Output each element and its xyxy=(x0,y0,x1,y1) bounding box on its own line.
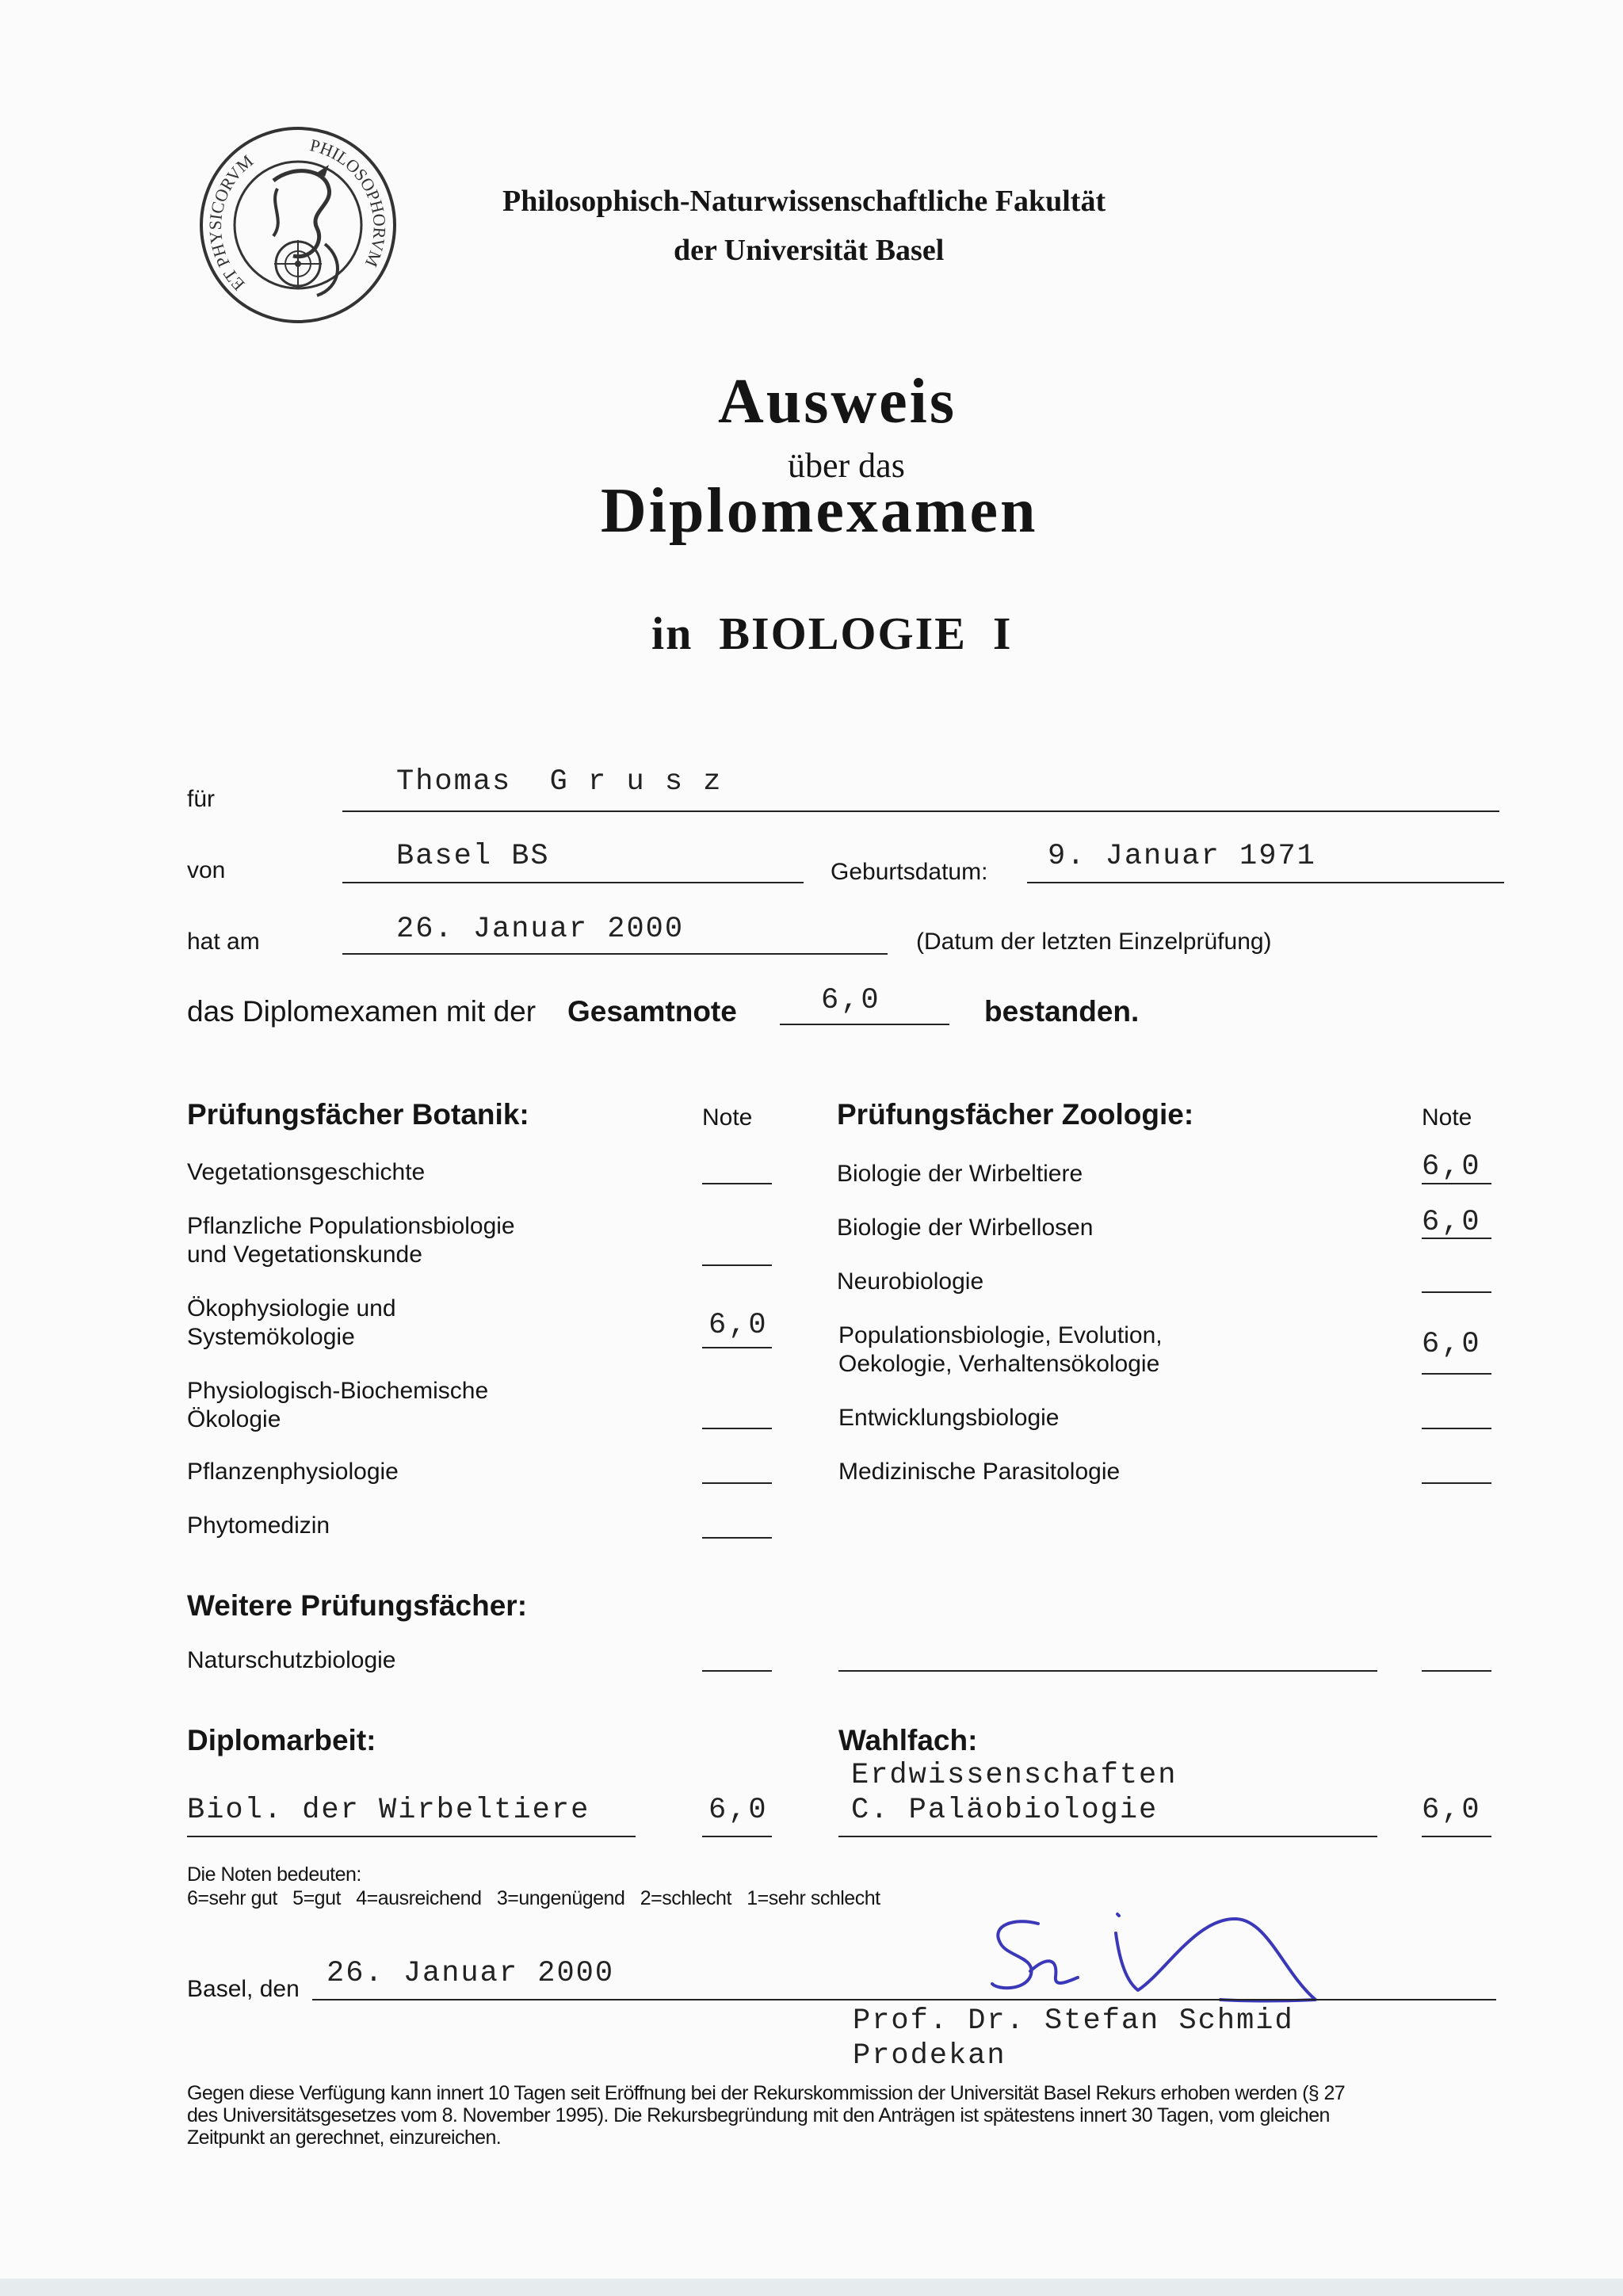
zoologie-grade-line xyxy=(1422,1238,1491,1239)
botanik-subject: Physiologisch-Biochemische Ökologie xyxy=(187,1378,489,1432)
diplomarbeit-grade: 6,0 xyxy=(708,1794,769,1827)
weitere-extra-line xyxy=(838,1670,1377,1672)
wahlfach-line-1: Erdwissenschaften xyxy=(851,1759,1178,1792)
zoologie-header: Prüfungsfächer Zoologie: xyxy=(837,1098,1194,1131)
result-prefix: das Diplomexamen mit der xyxy=(187,995,537,1028)
bottom-edge xyxy=(0,2279,1623,2296)
legal-note-line-3: Zeitpunkt an gerechnet, einzureichen. xyxy=(187,2126,502,2149)
exam-date-value: 26. Januar 2000 xyxy=(396,913,685,946)
candidate-name: Thomas G r u s z xyxy=(396,765,723,799)
legal-note-line-1: Gegen diese Verfügung kann innert 10 Tagen seit Eröffnung bei der Rekurskommission der Universität Basel Rekurs erhoben werden (§ 27 xyxy=(187,2082,1346,2104)
place-date-value: 26. Januar 2000 xyxy=(327,1957,615,1990)
zoologie-subject: Biologie der Wirbeltiere xyxy=(837,1161,1083,1187)
signature xyxy=(983,1901,1331,2012)
zoologie-grade: 6,0 xyxy=(1422,1328,1482,1361)
exam-date-line xyxy=(342,953,888,955)
title-diplomexamen: Diplomexamen xyxy=(601,476,1038,546)
name-line xyxy=(342,810,1499,812)
diplomarbeit-topic-line xyxy=(187,1836,636,1837)
result-suffix: bestanden. xyxy=(984,995,1140,1028)
birth-date-label: Geburtsdatum: xyxy=(831,859,988,885)
wahlfach-line-2: C. Paläobiologie xyxy=(851,1794,1159,1827)
botanik-subject: Pflanzenphysiologie xyxy=(187,1459,399,1485)
zoologie-grade: 6,0 xyxy=(1422,1150,1482,1184)
seal-text-left: ET PHYSICORVM xyxy=(204,151,258,295)
zoologie-grade-line xyxy=(1422,1373,1491,1375)
zoologie-subject: Neurobiologie xyxy=(837,1268,984,1295)
wahlfach-header: Wahlfach: xyxy=(838,1724,978,1756)
zoologie-note-header: Note xyxy=(1422,1104,1472,1131)
botanik-subject: Pflanzliche Populationsbiologie und Vegetationskunde xyxy=(187,1213,515,1268)
zoologie-subject: Medizinische Parasitologie xyxy=(838,1459,1121,1485)
origin-line xyxy=(342,882,804,883)
grade-legend-scale: 6=sehr gut 5=gut 4=ausreichend 3=ungenügend 2=schlecht 1=sehr schlecht xyxy=(187,1887,880,1909)
weitere-header: Weitere Prüfungsfächer: xyxy=(187,1589,528,1622)
faculty-line-1: Philosophisch-Naturwissenschaftliche Fakultät xyxy=(502,185,1106,218)
zoologie-subject: Entwicklungsbiologie xyxy=(838,1405,1060,1431)
origin-value: Basel BS xyxy=(396,840,550,873)
wahlfach-grade: 6,0 xyxy=(1422,1794,1482,1827)
title-ueber-das: über das xyxy=(788,446,905,485)
botanik-grade-line xyxy=(702,1347,772,1348)
university-seal xyxy=(198,125,398,325)
title-subject: in BIOLOGIE I xyxy=(651,608,1013,659)
signatory-role: Prodekan xyxy=(853,2039,1006,2073)
faculty-line-2: der Universität Basel xyxy=(674,234,945,267)
botanik-subject: Vegetationsgeschichte xyxy=(187,1159,426,1185)
botanik-subject: Ökophysiologie und Systemökologie xyxy=(187,1295,396,1350)
svg-text:PHILOSOPHORVM xyxy=(308,135,390,269)
fuer-label: für xyxy=(187,786,216,812)
zoologie-grade-line xyxy=(1422,1183,1491,1184)
zoologie-grade-line xyxy=(1422,1291,1491,1293)
zoologie-grade-line xyxy=(1422,1428,1491,1429)
result-bold: Gesamtnote xyxy=(567,995,737,1028)
place-label: Basel, den xyxy=(187,1976,300,2002)
botanik-subject: Phytomedizin xyxy=(187,1512,330,1539)
overall-grade: 6,0 xyxy=(821,984,881,1017)
wahlfach-line xyxy=(838,1836,1377,1837)
botanik-header: Prüfungsfächer Botanik: xyxy=(187,1098,529,1131)
signatory-name: Prof. Dr. Stefan Schmid xyxy=(853,2004,1294,2038)
hat-am-label: hat am xyxy=(187,929,260,955)
botanik-grade-line xyxy=(702,1428,772,1429)
grade-legend-title: Die Noten bedeuten: xyxy=(187,1863,361,1886)
weitere-extra-grade-line xyxy=(1422,1670,1491,1672)
botanik-grade-line xyxy=(702,1264,772,1266)
place-date-line xyxy=(312,1999,1496,2000)
weitere-grade-line xyxy=(702,1670,772,1672)
exam-date-note: (Datum der letzten Einzelprüfung) xyxy=(916,929,1272,955)
zoologie-grade-line xyxy=(1422,1482,1491,1484)
botanik-grade: 6,0 xyxy=(708,1309,769,1342)
title-ausweis: Ausweis xyxy=(718,367,957,437)
botanik-grade-line xyxy=(702,1183,772,1184)
weitere-subject: Naturschutzbiologie xyxy=(187,1647,396,1673)
botanik-note-header: Note xyxy=(702,1104,753,1131)
zoologie-subject: Biologie der Wirbellosen xyxy=(837,1215,1094,1241)
wahlfach-grade-line xyxy=(1422,1836,1491,1837)
zoologie-grade: 6,0 xyxy=(1422,1206,1482,1239)
diplomarbeit-topic: Biol. der Wirbeltiere xyxy=(187,1794,590,1827)
legal-note-line-2: des Universitätsgesetzes vom 8. November 1995). Die Rekursbegründung mit den Anträgen ist spätestens innert 30 Tagen, vom gleichen xyxy=(187,2104,1330,2126)
diplomarbeit-grade-line xyxy=(702,1836,772,1837)
botanik-grade-line xyxy=(702,1537,772,1539)
overall-grade-line xyxy=(780,1024,949,1025)
diplomarbeit-header: Diplomarbeit: xyxy=(187,1724,376,1756)
seal-text-right: PHILOSOPHORVM xyxy=(307,135,390,270)
von-label: von xyxy=(187,857,226,883)
birth-date-value: 9. Januar 1971 xyxy=(1048,840,1316,873)
zoologie-subject: Populationsbiologie, Evolution, Oekologie, Verhaltensökologie xyxy=(838,1322,1163,1377)
birth-date-line xyxy=(1027,882,1504,883)
botanik-grade-line xyxy=(702,1482,772,1484)
